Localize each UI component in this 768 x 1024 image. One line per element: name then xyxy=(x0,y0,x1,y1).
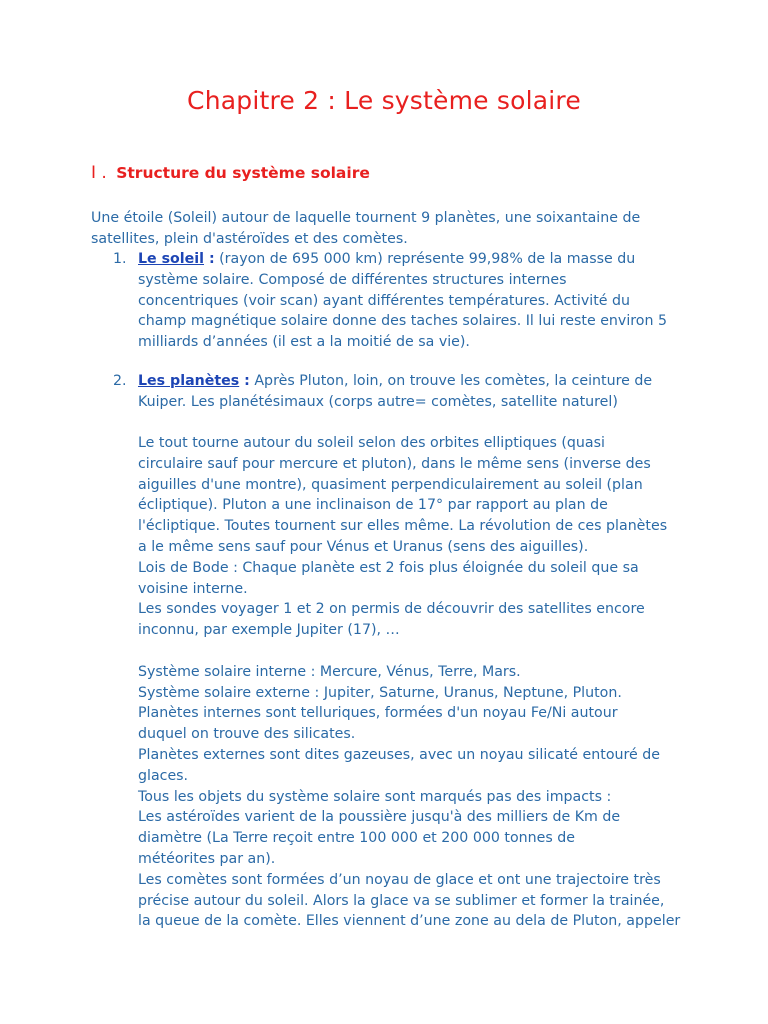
text-line: diamètre (La Terre reçoit entre 100 000 et 200 000 tonnes de xyxy=(138,830,576,847)
term-soleil: Le soleil xyxy=(138,251,205,267)
intro-paragraph xyxy=(91,208,731,250)
text-line: satellites, plein d'astéroïdes et des comètes. xyxy=(91,230,408,247)
text-line: précise autour du soleil. Alors la glace va se sublimer et former la trainée, xyxy=(138,892,665,909)
term-colon: : xyxy=(204,251,215,267)
section-heading xyxy=(91,163,370,183)
text-line: Le tout tourne autour du soleil selon des orbites elliptiques (quasi xyxy=(138,435,605,451)
text-line: champ magnétique solaire donne des taches solaires. Il lui reste environ 5 xyxy=(138,313,667,330)
list-marker: 1. xyxy=(113,251,127,267)
text-line: a le même sens sauf pour Vénus et Uranus (sens des aiguilles). xyxy=(138,538,589,555)
list-marker: 2. xyxy=(113,373,127,389)
section-number: I . xyxy=(91,163,107,183)
body-text xyxy=(138,433,718,932)
text-line: aiguilles d'une montre), quasiment perpendiculairement au soleil (plan xyxy=(138,476,643,493)
text-line: Tous les objets du système solaire sont marqués pas des impacts : xyxy=(138,788,612,805)
text-line: Système solaire interne : Mercure, Vénus, Terre, Mars. xyxy=(138,663,521,680)
text-line: circulaire sauf pour mercure et pluton), dans le même sens (inverse des xyxy=(138,455,651,472)
text-line xyxy=(138,249,718,270)
text-line: Une étoile (Soleil) autour de laquelle tournent 9 planètes, une soixantaine de xyxy=(91,210,641,226)
text-line: concentriques (voir scan) ayant différentes températures. Activité du xyxy=(138,292,630,309)
page-title: Chapitre 2 : Le système solaire xyxy=(187,86,581,115)
text-line: météorites par an). xyxy=(138,850,276,867)
list-item-soleil xyxy=(113,249,718,353)
text-line: Planètes externes sont dites gazeuses, avec un noyau silicaté entouré de xyxy=(138,746,660,763)
list-item-planetes xyxy=(113,371,718,413)
term-colon: : xyxy=(239,373,250,389)
text-line: Kuiper. Les planétésimaux (corps autre= comètes, satellite naturel) xyxy=(138,393,618,410)
text-line: Lois de Bode : Chaque planète est 2 fois plus éloignée du soleil que sa xyxy=(138,559,639,576)
blank-line xyxy=(138,641,718,662)
text-line: Les astéroïdes varient de la poussière jusqu'à des milliers de Km de xyxy=(138,809,621,826)
text-line: Système solaire externe : Jupiter, Saturne, Uranus, Neptune, Pluton. xyxy=(138,684,622,701)
text-fragment: Après Pluton, loin, on trouve les comètes, la ceinture de xyxy=(249,373,653,389)
text-line: l'écliptique. Toutes tournent sur elles même. La révolution de ces planètes xyxy=(138,518,668,535)
text-line: système solaire. Composé de différentes structures internes xyxy=(138,271,567,288)
text-line: milliards d’années (il est a la moitié de sa vie). xyxy=(138,334,470,351)
text-line: écliptique). Pluton a une inclinaison de 17° par rapport au plan de xyxy=(138,497,608,514)
text-line: Les comètes sont formées d’un noyau de glace et ont une trajectoire très xyxy=(138,871,661,888)
text-line: voisine interne. xyxy=(138,580,248,597)
term-planetes: Les planètes xyxy=(138,373,240,389)
text-line: inconnu, par exemple Jupiter (17), … xyxy=(138,622,400,639)
text-line: la queue de la comète. Elles viennent d’une zone au dela de Pluton, appeler xyxy=(138,913,681,930)
text-line: duquel on trouve des silicates. xyxy=(138,726,356,743)
text-line: Les sondes voyager 1 et 2 on permis de découvrir des satellites encore xyxy=(138,601,645,618)
text-line xyxy=(138,371,718,392)
text-line: glaces. xyxy=(138,767,189,784)
text-line: Planètes internes sont telluriques, formées d'un noyau Fe/Ni autour xyxy=(138,705,618,722)
section-heading-text: Structure du système solaire xyxy=(116,164,370,182)
text-fragment: (rayon de 695 000 km) représente 99,98% de la masse du xyxy=(214,251,636,267)
